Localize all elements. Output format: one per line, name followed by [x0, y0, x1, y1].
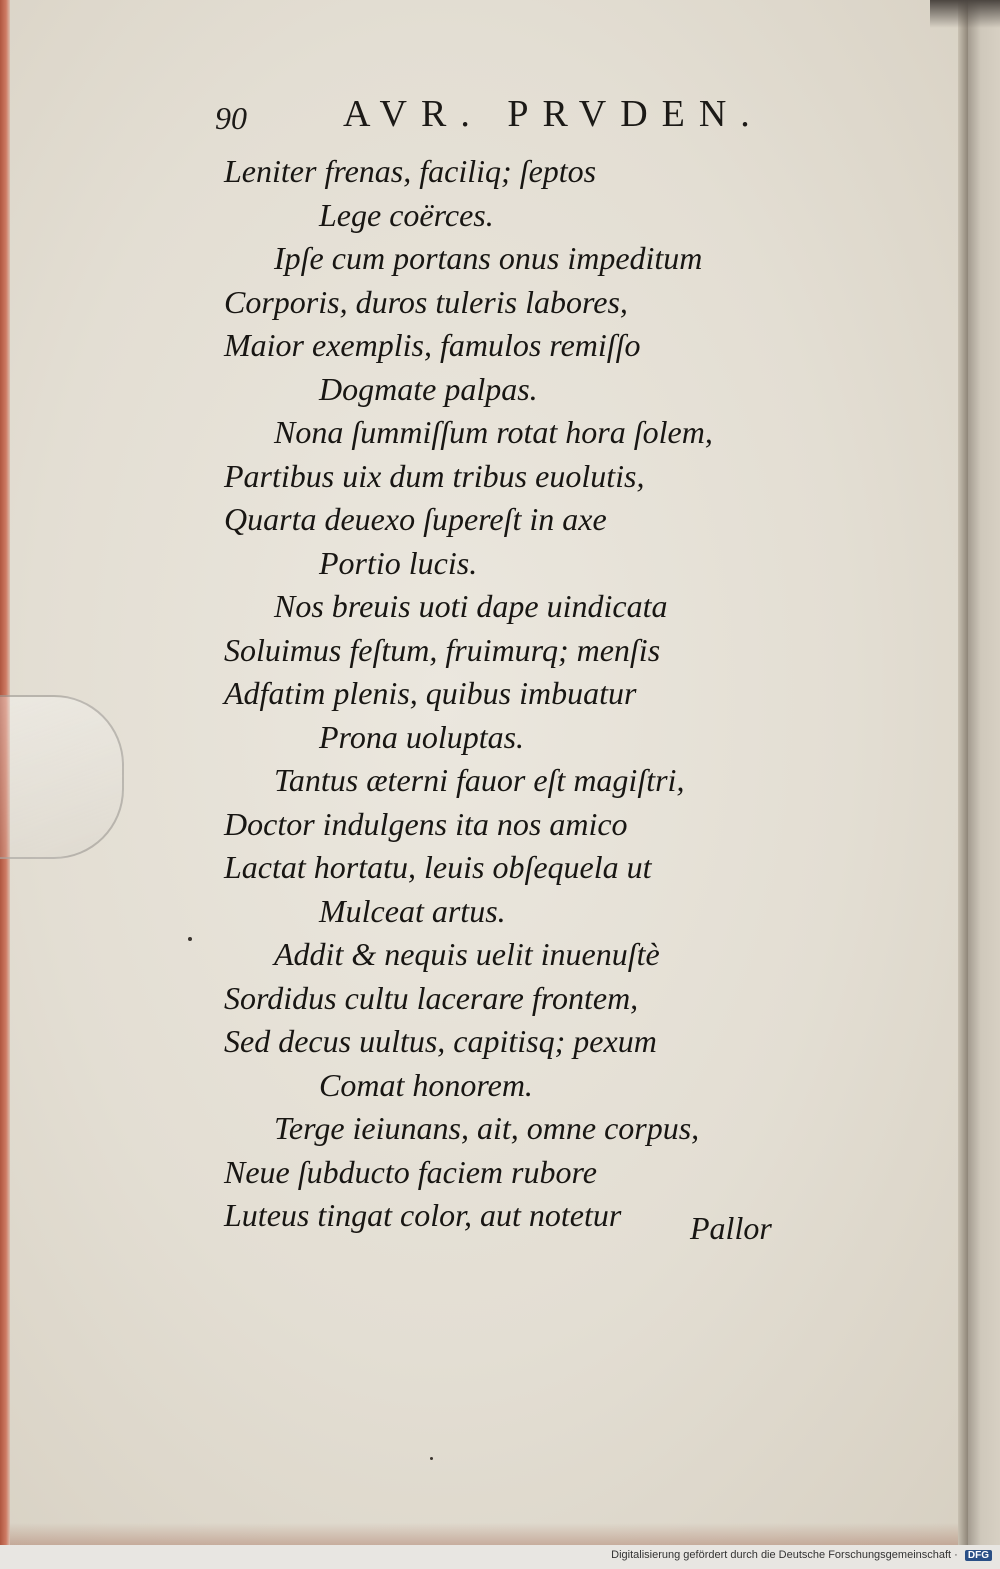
poem-line: Corporis, duros tuleris labores, — [224, 283, 628, 320]
attribution-text: Digitalisierung gefördert durch die Deutsche Forschungsgemeinschaft · — [611, 1549, 958, 1561]
book-page — [10, 0, 968, 1545]
poem-line: Nos breuis uoti dape uindicata — [274, 588, 668, 624]
poem-line: Ipſe cum portans onus impeditum — [274, 240, 703, 276]
ink-speck — [430, 1457, 433, 1460]
running-head: AVR. PRVDEN. — [343, 93, 764, 135]
poem-line: Leniter frenas, faciliq; ſeptos — [224, 153, 597, 189]
cover-corner — [930, 0, 1000, 28]
poem-line: Soluimus feſtum, fruimurq; menſis — [224, 631, 661, 668]
poem-line: Luteus tingat color, aut notetur — [224, 1197, 622, 1233]
poem-line: Sordidus cultu lacerare frontem, — [224, 979, 639, 1016]
poem-line: Tantus æterni fauor eſt magiſtri, — [274, 762, 685, 798]
poem-line: Mulceat artus. — [319, 892, 506, 929]
poem-line: Doctor indulgens ita nos amico — [224, 805, 628, 842]
ink-speck — [188, 937, 192, 941]
poem-text-block — [224, 150, 744, 1238]
poem-line: Maior exemplis, famulos remiſſo — [224, 327, 641, 363]
catchword: Pallor — [690, 1210, 772, 1246]
page-shadow — [10, 1523, 968, 1545]
poem-line: Partibus uix dum tribus euolutis, — [224, 457, 645, 494]
poem-line: Adfatim plenis, quibus imbuatur — [224, 675, 637, 711]
dfg-logo: DFG — [965, 1550, 992, 1561]
poem-line: Lactat hortatu, leuis obſequela ut — [224, 849, 652, 885]
poem-line: Lege coërces. — [319, 196, 494, 233]
page-header — [215, 92, 795, 138]
poem-line: Portio lucis. — [319, 544, 478, 581]
page-number: 90 — [215, 100, 247, 136]
poem-line: Terge ieiunans, ait, omne corpus, — [274, 1110, 700, 1146]
poem-line: Quarta deuexo ſupereſt in axe — [224, 501, 607, 537]
poem-line: Dogmate palpas. — [319, 370, 538, 407]
poem-line: Nona ſummiſſum rotat hora ſolem, — [274, 414, 713, 450]
poem-line: Prona uoluptas. — [319, 718, 525, 755]
poem-line: Neue ſubducto faciem rubore — [224, 1153, 597, 1190]
facing-page-edge — [968, 0, 1000, 1545]
page-holder-clip — [0, 695, 124, 859]
poem-line: Sed decus uultus, capitisq; pexum — [224, 1023, 657, 1059]
poem-line: Comat honorem. — [319, 1066, 533, 1103]
book-gutter — [958, 0, 968, 1545]
digitization-attribution — [611, 1549, 992, 1561]
poem-line: Addit & nequis uelit inuenuſtè — [274, 936, 660, 972]
